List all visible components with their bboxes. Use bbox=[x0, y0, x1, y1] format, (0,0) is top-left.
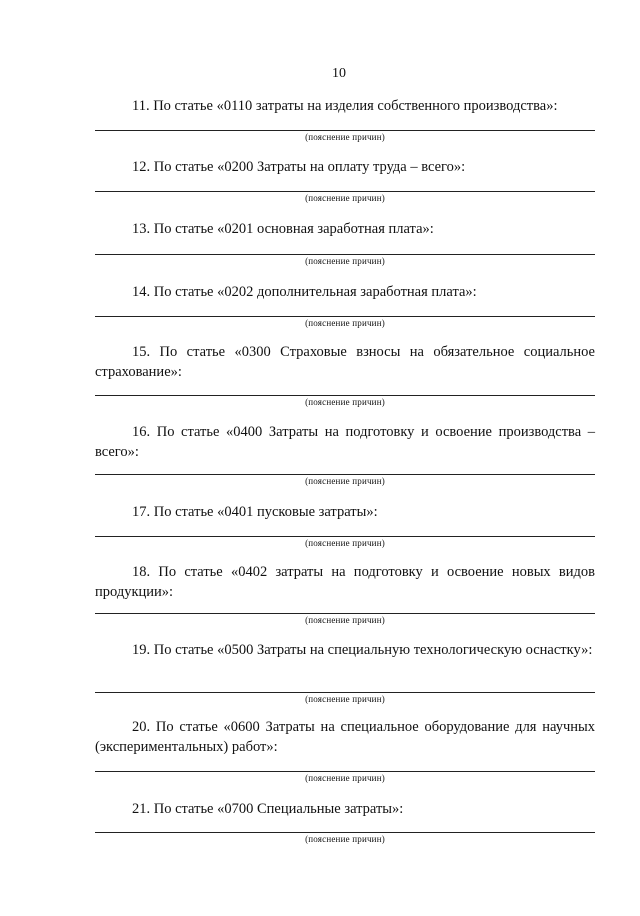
explanation-caption: (пояснение причин) bbox=[305, 615, 385, 625]
explanation-caption: (пояснение причин) bbox=[305, 476, 385, 486]
explanation-caption: (пояснение причин) bbox=[305, 538, 385, 548]
item-text: 15. По статье «0300 Страховые взносы на обязательное социальное страхование»: bbox=[95, 344, 595, 380]
list-item bbox=[95, 342, 595, 407]
answer-line[interactable] bbox=[95, 395, 595, 396]
list-item bbox=[95, 502, 595, 548]
list-item bbox=[95, 717, 595, 783]
item-text: 16. По статье «0400 Затраты на подготовку и освоение производства – всего»: bbox=[95, 424, 595, 460]
list-item bbox=[95, 422, 595, 486]
explanation-caption: (пояснение причин) bbox=[305, 834, 385, 844]
item-text: 19. По статье «0500 Затраты на специальную технологическую оснастку»: bbox=[132, 642, 593, 658]
explanation-caption: (пояснение причин) bbox=[305, 318, 385, 328]
page-number: 10 bbox=[332, 66, 346, 81]
answer-line[interactable] bbox=[95, 536, 595, 537]
explanation-caption: (пояснение причин) bbox=[305, 256, 385, 266]
list-item bbox=[95, 640, 595, 704]
list-item bbox=[95, 157, 595, 203]
answer-line[interactable] bbox=[95, 474, 595, 475]
answer-line[interactable] bbox=[95, 191, 595, 192]
explanation-caption: (пояснение причин) bbox=[305, 694, 385, 704]
answer-line[interactable] bbox=[95, 130, 595, 131]
answer-line[interactable] bbox=[95, 771, 595, 772]
answer-line[interactable] bbox=[95, 316, 595, 317]
answer-line[interactable] bbox=[95, 832, 595, 833]
list-item bbox=[95, 799, 595, 844]
item-text: 21. По статье «0700 Специальные затраты»: bbox=[132, 801, 404, 817]
list-item bbox=[95, 219, 595, 266]
answer-line[interactable] bbox=[95, 254, 595, 255]
list-item bbox=[95, 282, 595, 328]
item-text: 18. По статье «0402 затраты на подготовку и освоение новых видов продукции»: bbox=[95, 564, 595, 600]
item-text: 14. По статье «0202 дополнительная заработная плата»: bbox=[132, 284, 477, 300]
list-item bbox=[95, 96, 595, 142]
explanation-caption: (пояснение причин) bbox=[305, 773, 385, 783]
item-text: 12. По статье «0200 Затраты на оплату труда – всего»: bbox=[132, 159, 466, 175]
answer-line[interactable] bbox=[95, 613, 595, 614]
explanation-caption: (пояснение причин) bbox=[305, 397, 385, 407]
explanation-caption: (пояснение причин) bbox=[305, 193, 385, 203]
answer-line[interactable] bbox=[95, 692, 595, 693]
item-text: 13. По статье «0201 основная заработная плата»: bbox=[132, 221, 434, 237]
list-item bbox=[95, 562, 595, 625]
explanation-caption: (пояснение причин) bbox=[305, 132, 385, 142]
item-text: 11. По статье «0110 затраты на изделия собственного производства»: bbox=[132, 98, 558, 114]
item-text: 17. По статье «0401 пусковые затраты»: bbox=[132, 504, 378, 520]
item-text: 20. По статье «0600 Затраты на специальное оборудование для научных (экспериментальных) работ»: bbox=[95, 719, 595, 755]
